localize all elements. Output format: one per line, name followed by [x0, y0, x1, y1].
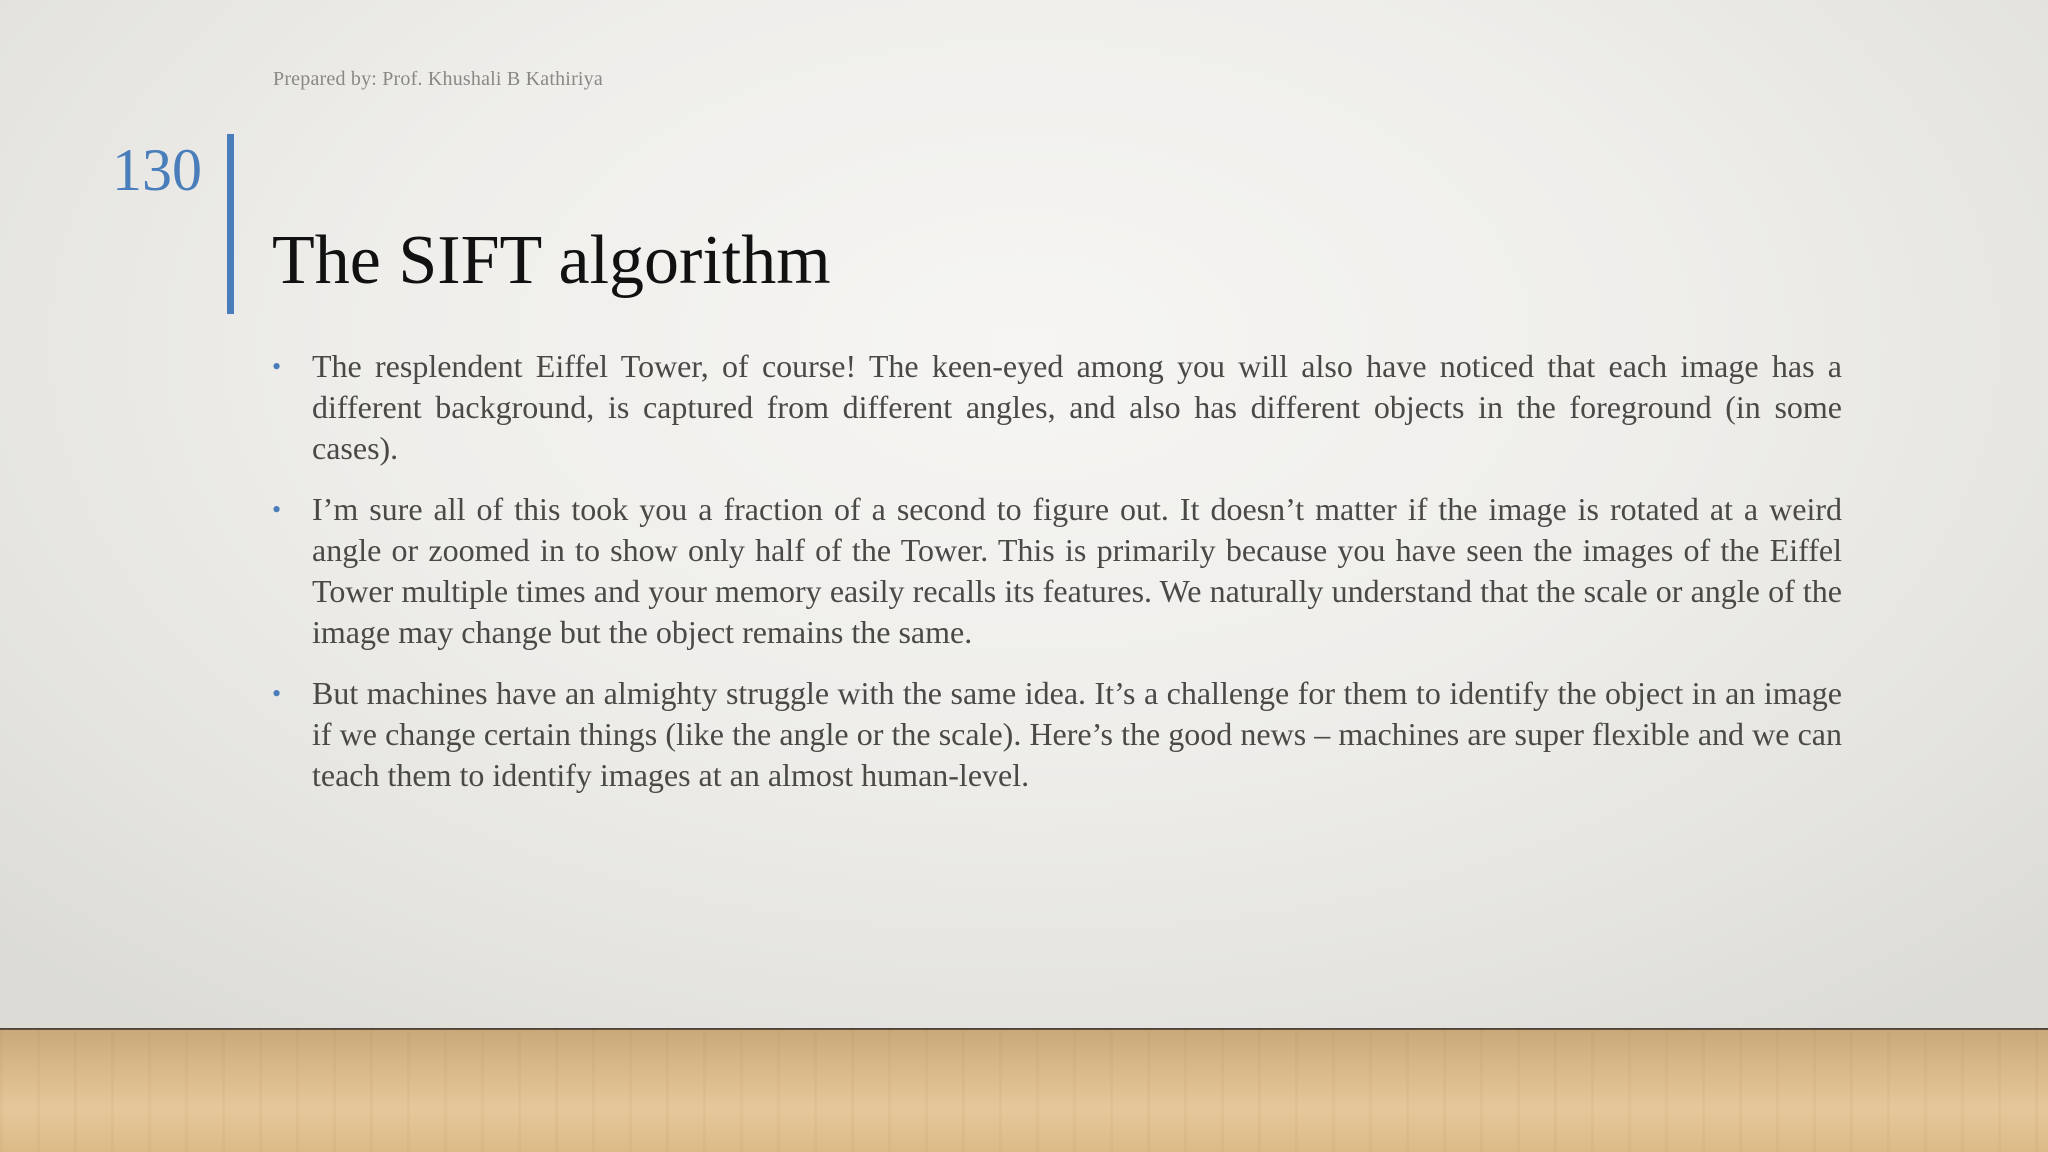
prepared-by-note: Prepared by: Prof. Khushali B Kathiriya: [273, 68, 603, 90]
bullet-dot-icon: •: [272, 352, 282, 381]
title-accent-bar: [227, 134, 234, 314]
bullet-item: [272, 346, 1842, 469]
bullet-item: [272, 673, 1842, 796]
slide-title: The SIFT algorithm: [272, 222, 831, 299]
bullet-text: But machines have an almighty struggle with the same idea. It’s a challenge for them to identify the object in an image if we change certain things (like the angle or the scale). Here’s the good news – machines are super flexible and we can teach them to identify images at an almost human-level.: [312, 675, 1842, 793]
bullet-text: I’m sure all of this took you a fraction of a second to figure out. It doesn’t matter if the image is rotated at a weird angle or zoomed in to show only half of the Tower. This is primarily because you have seen the images of the Eiffel Tower multiple times and your memory easily recalls its features. We naturally understand that the scale or angle of the image may change but the object remains the same.: [312, 491, 1842, 650]
bullet-text: The resplendent Eiffel Tower, of course! The keen-eyed among you will also have noticed that each image has a different background, is captured from different angles, and also has different objects in the foreground (in some cases).: [312, 348, 1842, 466]
bullet-list: [272, 346, 1842, 816]
bullet-dot-icon: •: [272, 495, 282, 524]
bullet-item: [272, 489, 1842, 653]
bullet-dot-icon: •: [272, 679, 282, 708]
slide-number: 130: [112, 137, 202, 203]
wood-floor-background: [0, 1030, 2048, 1152]
